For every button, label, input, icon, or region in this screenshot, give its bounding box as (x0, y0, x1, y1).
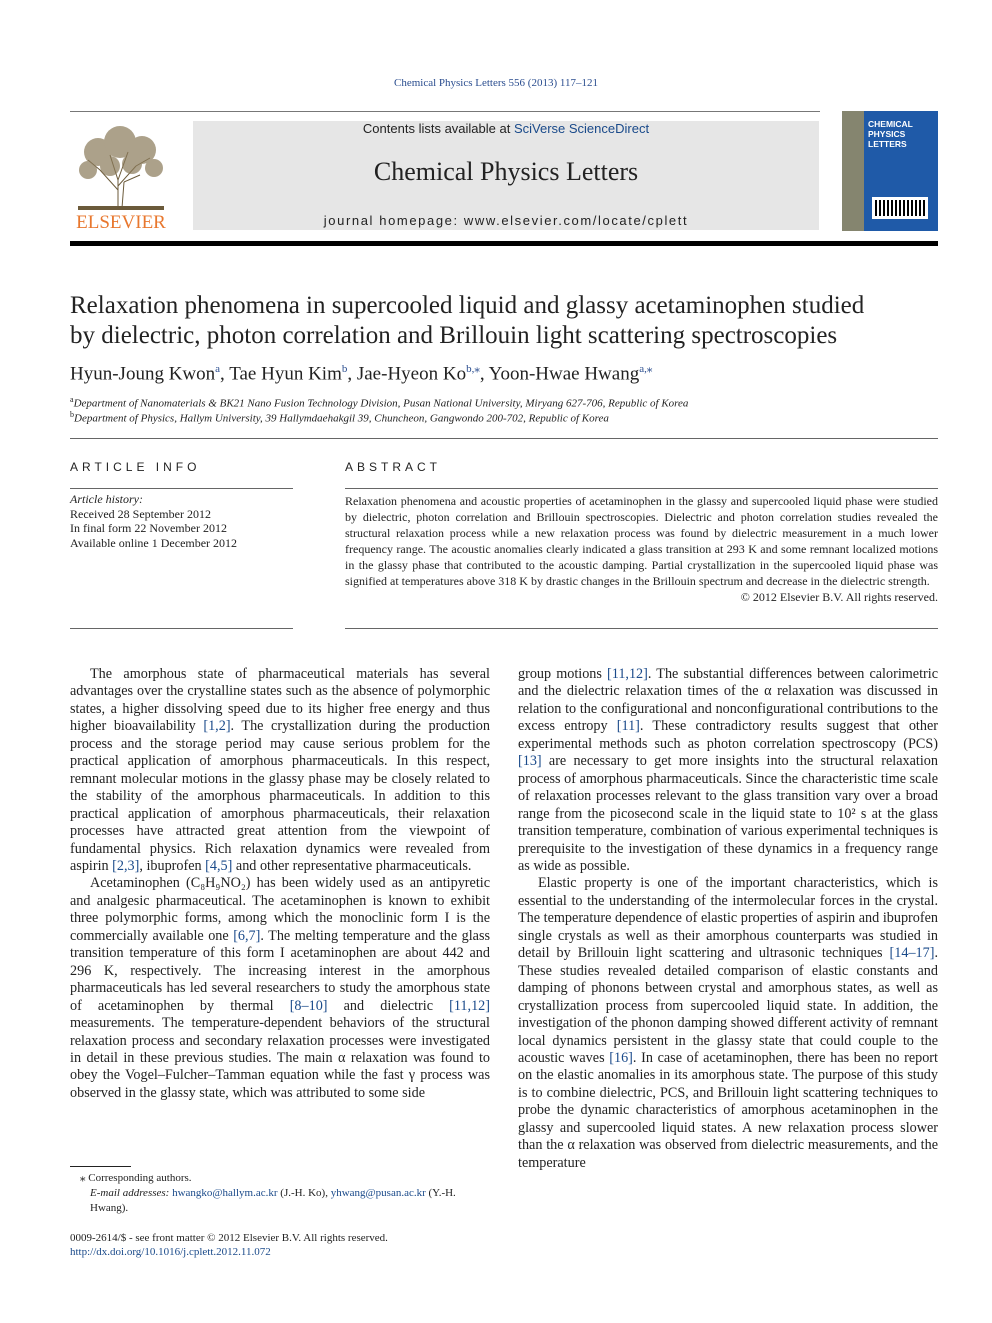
author-affiliation-mark[interactable]: a,⁎ (639, 363, 653, 375)
corresponding-note: ⁎ Corresponding authors. (80, 1172, 192, 1184)
email-owner: (Y.-H. Hwang). (90, 1187, 456, 1214)
text-run: . The substantial differences between calorimetric and the dielectric relaxation times of the α relaxation was discussed in relation to the configurational and nonconfigurational contributions to the excess entropy (518, 666, 938, 735)
text-run: are necessary to get more insights into the structural relaxation process of amorphous pharmaceuticals. Since the characteristic time scale of relaxation processes relevant to the glass transition vary over a broad range from the picosecond scale in the liquid state to 10² s at the glass transition temperature, combination of various experimental techniques is prerequisite to the investigation of these dynamics in a frequency range as wide as possible. (518, 753, 938, 874)
article-info-bottom-rule (70, 628, 293, 629)
doi-link[interactable]: http://dx.doi.org/10.1016/j.cplett.2012.11.072 (70, 1246, 271, 1258)
history-final-form: In final form 22 November 2012 (70, 521, 227, 535)
affiliation-text: Department of Nanomaterials & BK21 Nano Fusion Technology Division, Pusan National University, Miryang 627-706, Republic of Korea (73, 397, 689, 410)
citation-link[interactable]: [11,12] (607, 666, 648, 682)
text-run: and other representative pharmaceuticals. (232, 857, 472, 874)
citation-link[interactable]: [1,2] (203, 718, 231, 735)
contents-prefix: Contents lists available at (362, 121, 514, 136)
journal-banner (193, 121, 819, 230)
article-title-line: by dielectric, photon correlation and Brillouin light scattering spectroscopies (70, 322, 838, 349)
affiliation-mark: b (70, 410, 74, 419)
text-run: , ibuprofen (139, 857, 206, 874)
page-footer (70, 1231, 388, 1259)
email-line (70, 1186, 490, 1216)
cover-title (868, 119, 913, 149)
history-online: Available online 1 December 2012 (70, 535, 238, 550)
citation-link[interactable]: [4,5] (205, 857, 233, 874)
header-thick-rule (70, 241, 938, 246)
body-column-left (70, 666, 490, 1102)
journal-citation[interactable]: Chemical Physics Letters 556 (2013) 117–121 (394, 77, 598, 89)
body-column-right (518, 666, 938, 1172)
citation-link[interactable]: [16] (609, 1049, 633, 1066)
citation-link[interactable]: [11] (616, 718, 640, 735)
author-name: Hyun-Joung Kwon (70, 363, 216, 385)
contents-available (193, 121, 819, 136)
citation-link[interactable]: [13] (518, 753, 542, 770)
history-label: Article history: (70, 492, 143, 506)
paragraph (70, 666, 490, 875)
citation-link[interactable]: [6,7] (233, 927, 261, 944)
footnote (70, 1171, 490, 1216)
affiliation (70, 395, 688, 410)
text-run: . The crystallization during the production process and the storage period may cause serious problem for the practical application of amorphous pharmaceuticals. In this respect, remnant molecular motions in the glassy phase may be closely related to the stability of the amorphous pharmaceuticals. In addition to this practical application of amorphous pharmaceuticals, their relaxation processes have attracted great attention from the viewpoint of fundamental physics. Rich relaxation dynamics were revealed from aspirin (70, 718, 490, 874)
abstract-text: Relaxation phenomena and acoustic properties of acetaminophen in the glassy and supercooled liquid phase were studied by dielectric, photon correlation and Brillouin spectroscopies. Dielectric and photon correlation studies revealed the structural relaxation process while a new relaxation process was found by dielectric measurement in a much lower frequency range. The acoustic anomalies clearly indicated a glass transition at 293 K and some remnant localized motions in the glassy phase that contributed to the acoustic damping. Partial crystallization in the supercooled liquid phase was signified at temperatures above 318 K by drastic changes in the Brillouin spectrum and decrease in the dielectric strength. (345, 494, 938, 588)
citation-link[interactable]: [2,3] (112, 857, 140, 874)
text-run: . In case of acetaminophen, there has been no report on the elastic anomalies in its amorphous state. The purpose of this study is to combine dielectric, PCS, and Brillouin light scattering techniques to probe the dynamic characteristics of amorphous acetaminophen in the glassy and supercooled liquid states. A new relaxation process slower than the α relaxation was observed from dielectric measurements, and the temperature (518, 1049, 938, 1171)
paragraph (518, 875, 938, 1172)
footnote-rule (70, 1166, 131, 1167)
abstract-heading: ABSTRACT (345, 460, 442, 474)
abstract-rule (345, 488, 938, 489)
cover-title-line: LETTERS (868, 139, 907, 149)
email-label: E-mail addresses: (90, 1187, 173, 1199)
article-title-line: Relaxation phenomena in supercooled liquid and glassy acetaminophen studied (70, 292, 865, 319)
sciencedirect-link[interactable]: SciVerse ScienceDirect (513, 121, 650, 136)
email-owner: (J.-H. Ko), (277, 1187, 331, 1199)
cover-stripe (842, 111, 864, 231)
text-run: . These contradictory results suggest that other experimental methods such as photon correlation spectroscopy (PCS) (518, 718, 938, 752)
issn-line: 0009-2614/$ - see front matter © 2012 Elsevier B.V. All rights reserved. (70, 1232, 388, 1244)
paragraph (518, 666, 938, 875)
author-affiliation-mark[interactable]: b,⁎ (466, 363, 480, 375)
text-run: and dielectric (327, 997, 450, 1014)
article-title (70, 291, 938, 351)
abstract-body (345, 493, 938, 605)
elsevier-logo (70, 120, 172, 232)
article-info-heading: ARTICLE INFO (70, 460, 201, 474)
affiliation (70, 410, 609, 425)
abstract-bottom-rule (345, 628, 938, 629)
elsevier-tree-icon (70, 120, 172, 232)
text-run: . These studies revealed detailed comparison of elastic constants and damping of phonons between crystal and amorphous states, as well as crystallization process from supercooled liquid state. In addition, the investigation of the phonon damping showed different activity of remnant local dynamics persistent in the glassy state that could couple to the acoustic waves (518, 945, 938, 1066)
text-run: . The melting temperature and the glass transition temperature of this form I acetaminophen are about 442 and 296 K, respectively. The increasing interest in the amorphous pharmaceuticals has led several researchers to study the amorphous state of acetaminophen by thermal (70, 927, 490, 1014)
publisher-wordmark: ELSEVIER (76, 212, 166, 232)
text-run: group motions (518, 666, 608, 682)
journal-homepage[interactable]: journal homepage: www.elsevier.com/locate/cplett (323, 213, 689, 228)
paragraph (70, 875, 490, 1102)
email-link[interactable]: yhwang@pusan.ac.kr (330, 1187, 426, 1199)
journal-title: Chemical Physics Letters (373, 157, 639, 186)
abstract-copyright: © 2012 Elsevier B.V. All rights reserved. (740, 590, 938, 604)
author-affiliation-mark[interactable]: b (341, 363, 348, 375)
article-info-rule (70, 488, 293, 489)
text-run: Elastic property is one of the important characteristics, which is essential to the understanding of the intermolecular forces in the crystal. The temperature dependence of elastic properties of aspirin and ibuprofen single crystals as well as their amorphous counterparts was studied in detail by Brillouin light scattering and ultrasonic techniques (518, 875, 938, 962)
article-history (70, 492, 237, 550)
header-rule (70, 111, 820, 112)
cover-barcode-icon (872, 197, 928, 219)
text-run: Acetaminophen (C₈H₉NO₂) has been widely used as an antipyretic and analgesic pharmaceutical. The acetaminophen is known to exhibit three polymorphic forms, among which the monoclinic form I is the commercially available one (70, 875, 490, 944)
email-link[interactable]: hwangko@hallym.ac.kr (172, 1187, 278, 1199)
text-run: The amorphous state of pharmaceutical materials has several advantages over the crystalline states such as the absence of polymorphic states, a higher dissolving speed due to its higher free energy and thus higher bioavailability (70, 666, 490, 735)
author-name: Jae-Hyeon Ko (356, 363, 467, 385)
citation-link[interactable]: [8–10] (289, 997, 328, 1014)
author-list: Hyun-Joung Kwon$^a$, Tae Hyun Kim$^b$, Jae-Hyeon $Ko^{b,⁎}$, Yoon-Hwae Hwang$^{a,⁎}$ (70, 363, 653, 385)
author-name: Tae Hyun Kim (229, 363, 342, 385)
affiliation-rule (70, 438, 938, 439)
history-received: Received 28 September 2012 (70, 506, 211, 521)
cover-title-line: PHYSICS (868, 129, 906, 139)
journal-cover (842, 111, 938, 231)
affiliation-mark: a (70, 395, 74, 404)
cover-title-line: CHEMICAL (868, 119, 913, 129)
author-affiliation-mark[interactable]: a (215, 363, 221, 375)
text-run: measurements. The temperature-dependent behaviors of the structural relaxation process and secondary relaxation processes were investigated in detail in these previous studies. The main α relaxation was found to obey the Vogel–Fulcher–Tamman equation while the fast γ process was observed in the glassy state, which was attributed to some side (70, 1015, 490, 1101)
author-name: Yoon-Hwae Hwang (488, 363, 640, 385)
citation-link[interactable]: [11,12] (449, 997, 490, 1014)
affiliation-text: Department of Physics, Hallym University, 39 Hallymdaehakgil 39, Chuncheon, Gangwondo 200-702, Republic of Korea (74, 412, 609, 425)
citation-link[interactable]: [14–17] (889, 945, 935, 962)
